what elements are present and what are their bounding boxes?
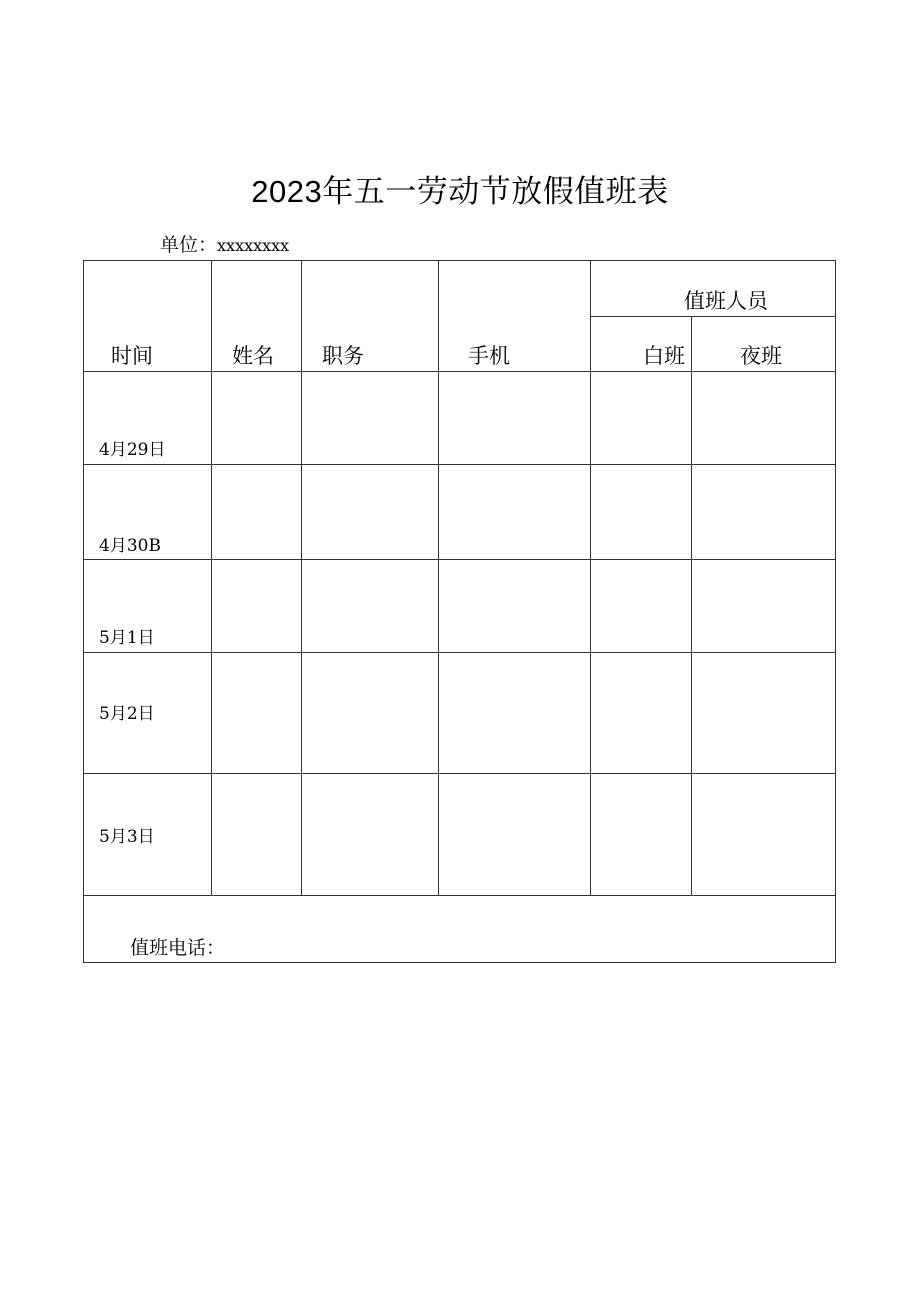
column-divider [211, 261, 212, 895]
row-date: 5月1日 [99, 628, 155, 648]
header-duty-group: 值班人员 [684, 289, 768, 313]
row-divider [84, 464, 836, 465]
unit-value: xxxxxxxx [217, 236, 290, 255]
row-date: 5月2日 [99, 704, 155, 724]
unit-line [160, 232, 289, 259]
column-divider [301, 261, 302, 895]
row-date: 4月29日 [99, 440, 166, 460]
row-divider [84, 559, 836, 560]
duty-phone-label: 值班电话： [130, 937, 226, 959]
unit-label: 单位： [160, 234, 218, 256]
row-divider [84, 371, 836, 372]
row-divider [84, 773, 836, 774]
header-phone: 手机 [468, 344, 510, 368]
header-name: 姓名 [232, 344, 274, 368]
header-time: 时间 [111, 344, 153, 368]
header-subdivider [590, 316, 836, 317]
header-day-shift: 白班 [643, 344, 685, 368]
column-divider [438, 261, 439, 895]
duty-table [83, 260, 836, 963]
column-divider [590, 261, 591, 895]
row-divider [84, 895, 836, 896]
row-date: 5月3日 [99, 827, 155, 847]
document-title: 2023年五一劳动节放假值班表 [251, 174, 669, 209]
column-divider [691, 316, 692, 895]
row-divider [84, 652, 836, 653]
header-night-shift: 夜班 [740, 344, 782, 368]
row-date: 4月30B [99, 536, 161, 556]
header-position: 职务 [322, 344, 364, 368]
